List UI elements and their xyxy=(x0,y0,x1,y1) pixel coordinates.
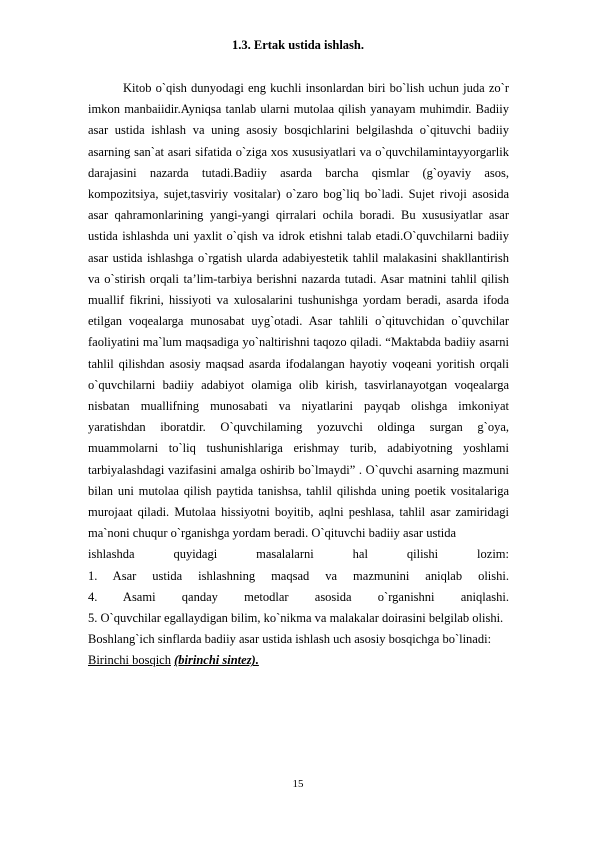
document-body xyxy=(88,78,509,672)
closing-sentence: Boshlang`ich sinflarda badiiy asar ustida ishlash uch asosiy bosqichga bo`linadi: xyxy=(88,632,492,647)
first-stage-line xyxy=(88,650,509,671)
list-item: 5. O`quvchilar egallaydigan bilim, ko`nikma va malakalar doirasini belgilab olishi. xyxy=(88,611,504,626)
section-heading: 1.3. Ertak ustida ishlash. xyxy=(232,38,364,52)
page-number: 15 xyxy=(292,778,304,790)
first-stage-term: (birinchi sintez). xyxy=(174,653,259,668)
main-paragraph: Kitob o`qish dunyodagi eng kuchli insonlardan biri bo`lish uchun juda zo`r imkon manbaiidir.Ayniqsa tanlab ularni mutolaa qilish yanayam muhimdir. Badiiy asar ustida ishlash va uning asosiy bosqichlarini belgilashda o`qituvchi badiiy asarning san`at asari sifatida o`ziga xos xususiyatlari va o`quvchilamintayyorgarlik darajasini nazarda tutadi.Badiiy asarda barcha qismlar (g`oyaviy asos, kompozitsiya, sujet,tasviriy vositalar) o`zaro bog`liq bo`ladi. Sujet rivoji asosida asar qahramonlarining yangi-yangi qirralari ochila boradi. Bu xususiyatlar asar ustida ishlashda uni yaxlit o`qish va idrok etishni talab etadi.O`quvchilarni badiiy asar ustida ishlashga o`rgatish ularda adabiyestetik tahlil malakasini shakllantirish va o`stirish orqali ta’lim-tarbiya berishni nazarda tutadi. Asar matnini tahlil qilish muallif fikrini, hissiyoti va xulosalarini tushunishga yordam beradi, asarda ifoda etilgan voqealarga munosabat uyg`otadi. Asar tahlili o`qituvchidan o`quvchilar faoliyatini ma`lum maqsadiga yo`naltirishni taqozo qiladi. “Maktabda badiiy asarni tahlil qilishdan asosiy maqsad asarda ifodalangan hayotiy voqeani yoritish orqali o`quvchilarni badiiy adabiyot olamiga olib kirish, tasvirlanayotgan voqealarga nisbatan muallifning munosabati va niyatlarini payqab olishga imkoniyat yaratishdan iboratdir. O`quvchilaming yozuvchi oldinga surgan g`oya, muammolarni to`liq tushunishlariga erishmay turib, adabiyotning yoshlami tarbiyalashdagi vazifasini amalga oshirib bo`lmaydi” . O`quvchi asarning mazmuni bilan uni mutolaa qilish paytida tanishsa, tahlil qilishda uning poetik vositalariga murojaat qiladi. Mutolaa hissiyotni boyitib, aqlni peshlasa, tahlil asar zamiridagi ma`noni chuqur o`rganishga yordam beradi. O`qituvchi badiiy asar ustida xyxy=(88,81,509,541)
list-item: 4. Asami qanday metodlar asosida o`rganishni aniqlashi. xyxy=(88,589,509,604)
list-item: 1. Asar ustida ishlashning maqsad va mazmunini aniqlab olishi. xyxy=(88,568,509,583)
first-stage-prefix: Birinchi bosqich xyxy=(88,653,171,668)
task-intro-line: ishlashda quyidagi masalalarni hal qilishi lozim: xyxy=(88,547,509,562)
